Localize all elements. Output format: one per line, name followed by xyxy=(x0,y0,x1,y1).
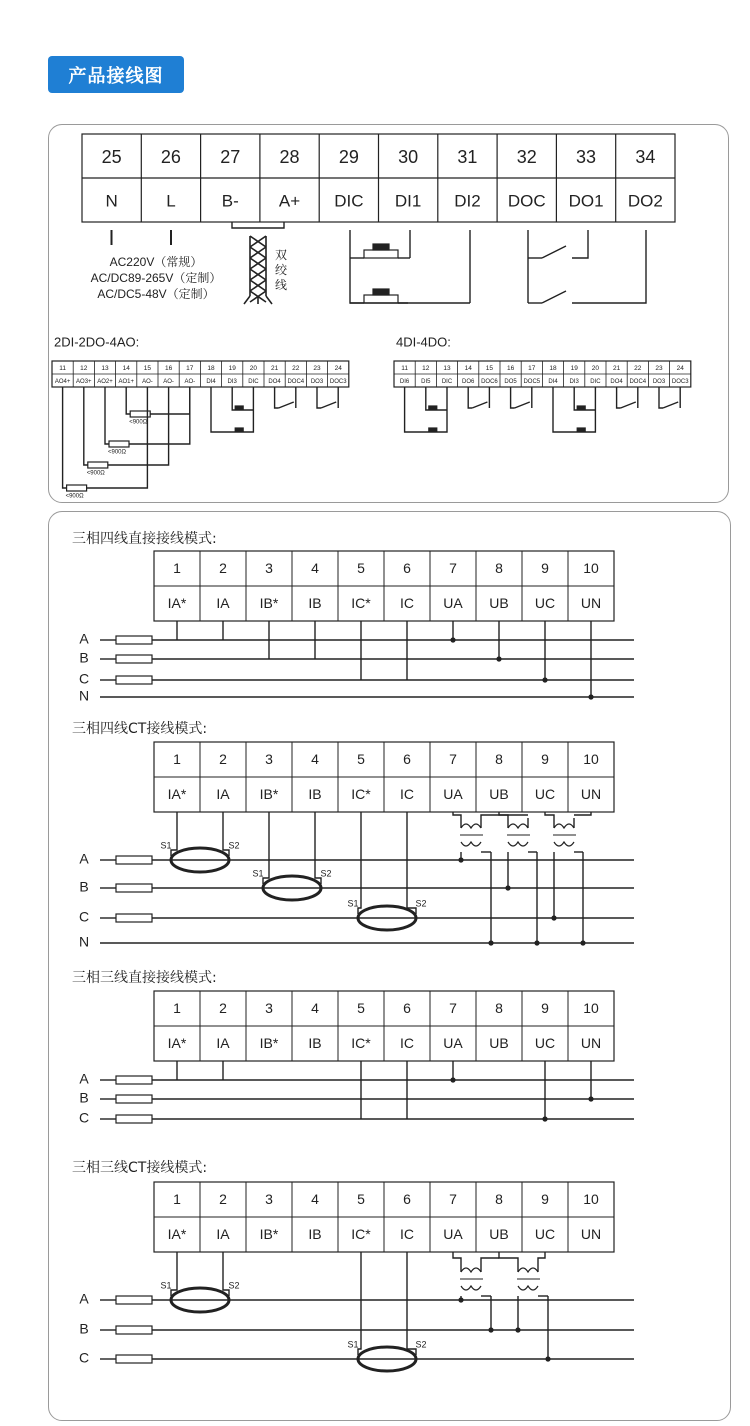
wiring-terminal-number: 6 xyxy=(403,560,411,577)
phase-fuse xyxy=(116,884,152,892)
m2-ib-star-wire xyxy=(263,812,269,884)
wiring-terminal-label: UN xyxy=(580,786,602,803)
phase-label-m2-a: A xyxy=(79,850,89,867)
strip-number: 14 xyxy=(464,365,472,373)
mode-title-4w-direct: 三相四线直接接线模式: xyxy=(72,531,217,547)
strip-title-left: 2DI-2DO-4AO: xyxy=(54,334,140,350)
m1-un-dot xyxy=(588,694,593,699)
twisted-pair-end xyxy=(244,296,250,304)
phase-label-m2-n: N xyxy=(78,933,90,950)
phase-label-m4-a: A xyxy=(79,1290,89,1307)
ao-return-wire xyxy=(150,387,190,414)
m2-uc-wire xyxy=(545,812,554,818)
wiring-terminal-number: 6 xyxy=(403,1000,411,1017)
wiring-terminal-label: UA xyxy=(443,595,463,612)
ao-return-wire xyxy=(129,387,190,444)
wiring-terminal-number: 2 xyxy=(219,751,227,768)
phase-fuse xyxy=(116,1296,152,1304)
right-di-switch xyxy=(577,406,585,409)
wiring-terminal-number: 9 xyxy=(541,751,549,768)
phase-label-m4-b: B xyxy=(79,1320,89,1337)
terminal-number: 27 xyxy=(220,146,241,167)
di1-switch-button xyxy=(373,244,389,250)
strip-number: 14 xyxy=(122,365,130,373)
terminal-label: L xyxy=(166,191,176,211)
strip-label: DOC3 xyxy=(329,379,347,386)
terminal-label: B- xyxy=(221,191,239,211)
do2-wire xyxy=(572,230,646,303)
ao-resistor-label: <900Ω xyxy=(65,493,84,500)
m2-ia-star-wire xyxy=(171,812,177,856)
m2-vt-a-dot xyxy=(458,857,463,862)
m4-ia-star-wire xyxy=(171,1252,177,1296)
wiring-terminal-label: UB xyxy=(489,1226,509,1243)
wiring-terminal-number: 1 xyxy=(173,560,181,577)
wiring-terminal-label: IB xyxy=(308,1226,322,1243)
do1-contact xyxy=(542,246,566,258)
m4-uc-wire xyxy=(538,1252,545,1262)
ct-s2-label: S2 xyxy=(320,868,332,879)
wiring-terminal-label: IA* xyxy=(167,1035,187,1052)
left-di-switch xyxy=(235,428,243,431)
m4-ub-wire xyxy=(499,1252,518,1262)
m4-dot xyxy=(515,1327,520,1332)
strip-number: 15 xyxy=(485,365,494,373)
terminal-label: DIC xyxy=(334,191,364,211)
m3-un-dot xyxy=(588,1096,593,1101)
right-do-wire xyxy=(468,387,472,408)
strip-number: 13 xyxy=(443,365,451,373)
strip-label: DO5 xyxy=(504,379,517,386)
wiring-terminal-label: IB* xyxy=(259,786,279,803)
m1-uc-dot xyxy=(542,677,547,682)
di1-switch-body xyxy=(364,250,398,258)
vt-coil-m2-c xyxy=(554,842,574,846)
right-do-contact xyxy=(663,402,678,408)
strip-label: AO- xyxy=(184,379,196,386)
strip-number: 11 xyxy=(401,365,408,373)
right-do-contact xyxy=(515,402,530,408)
m3-uc-dot xyxy=(542,1116,547,1121)
m4-ia-wire xyxy=(223,1252,229,1296)
phase-fuse xyxy=(116,636,152,644)
strip-label: AO- xyxy=(163,379,174,386)
wiring-terminal-number: 2 xyxy=(219,1000,227,1017)
m2-vt-neutral xyxy=(481,815,528,818)
wiring-terminal-label: UN xyxy=(580,595,602,612)
strip-label: DI5 xyxy=(421,379,431,386)
strip-number: 20 xyxy=(591,365,600,373)
mode-title-4w-ct: 三相四线CT接线模式: xyxy=(72,721,208,737)
wiring-terminal-label: IA* xyxy=(167,786,187,803)
strip-title-right: 4DI-4DO: xyxy=(396,334,451,350)
strip-number: 18 xyxy=(207,365,215,373)
phase-label-m2-c: C xyxy=(78,908,90,925)
terminal-number: 31 xyxy=(457,146,478,167)
phase-label-m1-n: N xyxy=(78,687,90,704)
wiring-terminal-label: UC xyxy=(534,786,556,803)
strip-label: DOC4 xyxy=(629,379,647,386)
strip-label: DI4 xyxy=(206,379,216,386)
wiring-terminal-label: IA xyxy=(216,1226,230,1243)
twisted-pair-end xyxy=(266,296,272,304)
phase-label-m3-c: C xyxy=(78,1109,90,1126)
ao-wire xyxy=(105,387,109,444)
phase-fuse xyxy=(116,676,152,684)
strip-number: 23 xyxy=(313,365,321,373)
ct-s2-label: S2 xyxy=(415,1339,427,1350)
phase-label-m1-b: B xyxy=(79,649,89,666)
wiring-terminal-label: UB xyxy=(489,1035,509,1052)
terminal-label: DI2 xyxy=(454,191,481,211)
phase-fuse xyxy=(116,1326,152,1334)
strip-label: DIC xyxy=(441,379,453,386)
wiring-terminal-number: 1 xyxy=(173,1000,181,1017)
do1-wire xyxy=(572,230,588,258)
wiring-terminal-number: 6 xyxy=(403,1191,411,1208)
m4-vt-a-dot xyxy=(458,1297,463,1302)
twisted-pair-top-bracket xyxy=(232,222,284,228)
terminal-number: 32 xyxy=(516,146,537,167)
right-do-wire xyxy=(617,387,621,408)
wiring-terminal-label: IA* xyxy=(167,1226,187,1243)
wiring-terminal-label: UN xyxy=(580,1226,602,1243)
strip-number: 11 xyxy=(59,365,66,373)
m1-ub-dot xyxy=(496,656,501,661)
wiring-terminal-number: 4 xyxy=(311,1000,319,1017)
wiring-terminal-number: 3 xyxy=(265,1000,273,1017)
terminal-label: DOC xyxy=(507,191,546,211)
ct-s2-label: S2 xyxy=(228,840,240,851)
wiring-terminal-number: 8 xyxy=(495,1000,503,1017)
wiring-terminal-label: IC xyxy=(400,786,414,803)
wiring-terminal-label: UA xyxy=(443,1035,463,1052)
phase-fuse xyxy=(116,1115,152,1123)
ct-s1-label: S1 xyxy=(160,1280,172,1291)
strip-number: 24 xyxy=(334,365,342,373)
strip-label: AO4+ xyxy=(54,379,71,386)
right-di-switch xyxy=(429,428,437,431)
twisted-pair-label: 绞 xyxy=(274,263,288,278)
vt-coil-m2-b xyxy=(508,842,528,846)
vt-coil-m4-c xyxy=(518,1268,538,1272)
wiring-terminal-number: 8 xyxy=(495,1191,503,1208)
phase-fuse xyxy=(116,914,152,922)
strip-label: DIC xyxy=(248,379,259,386)
wiring-terminal-number: 4 xyxy=(311,560,319,577)
strip-number: 17 xyxy=(186,365,194,373)
ao-resistor xyxy=(67,485,87,491)
wiring-terminal-number: 5 xyxy=(357,1000,365,1017)
strip-label: DIC xyxy=(590,379,601,386)
strip-number: 16 xyxy=(164,365,173,373)
phase-label-m3-a: A xyxy=(79,1070,89,1087)
twisted-pair-label: 双 xyxy=(274,248,288,263)
m2-ia-wire xyxy=(223,812,229,856)
strip-number: 16 xyxy=(506,365,515,373)
strip-label: DI6 xyxy=(399,379,410,386)
terminal-number: 30 xyxy=(398,146,419,167)
ct-s1-label: S1 xyxy=(347,898,359,909)
m2-ua-wire xyxy=(453,812,461,818)
wiring-terminal-number: 10 xyxy=(583,1191,599,1208)
wiring-terminal-label: IC xyxy=(400,1226,414,1243)
wiring-terminal-number: 10 xyxy=(583,1000,599,1017)
wiring-terminal-number: 4 xyxy=(311,1191,319,1208)
strip-number: 22 xyxy=(634,365,642,373)
m2-dot xyxy=(534,940,539,945)
left-do4-wire xyxy=(275,387,279,408)
wiring-terminal-label: IB xyxy=(308,786,322,803)
wiring-terminal-number: 3 xyxy=(265,751,273,768)
phase-fuse xyxy=(116,856,152,864)
terminal-label: DO2 xyxy=(627,191,663,211)
phase-label-m3-b: B xyxy=(79,1089,89,1106)
wiring-terminal-number: 7 xyxy=(449,560,457,577)
strip-number: 13 xyxy=(101,365,109,373)
wiring-terminal-number: 5 xyxy=(357,560,365,577)
wiring-terminal-number: 9 xyxy=(541,1000,549,1017)
phase-label-m4-c: C xyxy=(78,1349,90,1366)
ct-s2-label: S2 xyxy=(415,898,427,909)
wiring-terminal-number: 10 xyxy=(583,560,599,577)
phase-fuse xyxy=(116,1095,152,1103)
strip-number: 24 xyxy=(676,365,684,373)
vt-coil-m2-b xyxy=(508,824,528,828)
strip-label: AO1+ xyxy=(118,379,134,386)
ao-resistor-label: <900Ω xyxy=(86,470,105,477)
ao-resistor xyxy=(109,441,129,447)
vt-coil-m4-c xyxy=(518,1286,538,1290)
strip-number: 18 xyxy=(549,365,557,373)
phase-fuse xyxy=(116,655,152,663)
wiring-terminal-number: 3 xyxy=(265,560,273,577)
strip-label: DI4 xyxy=(548,379,558,386)
ao-resistor-label: <900Ω xyxy=(108,449,126,456)
ao-resistor-label: <900Ω xyxy=(129,419,148,426)
do2-contact xyxy=(542,291,566,303)
m2-dot xyxy=(488,940,493,945)
wiring-terminal-label: IB xyxy=(308,1035,322,1052)
terminal-label: DI1 xyxy=(394,191,422,211)
strip-label: DOC3 xyxy=(671,379,689,386)
wiring-terminal-number: 7 xyxy=(449,1191,457,1208)
strip-number: 19 xyxy=(228,365,236,373)
strip-label: DO3 xyxy=(310,379,324,386)
right-di-switch xyxy=(577,428,585,431)
wiring-terminal-number: 7 xyxy=(449,1000,457,1017)
ao-wire xyxy=(63,387,67,488)
strip-number: 12 xyxy=(422,365,430,373)
ct-s1-label: S1 xyxy=(347,1339,359,1350)
di2-switch-body xyxy=(364,295,398,303)
section-title-badge: 产品接线图 xyxy=(48,56,184,93)
left-do3-contact xyxy=(321,402,336,408)
wiring-terminal-label: IA xyxy=(216,595,230,612)
strip-label: DO4 xyxy=(610,379,623,386)
left-do4-contact xyxy=(279,402,294,408)
wiring-terminal-number: 9 xyxy=(541,560,549,577)
m2-vt-b-dot xyxy=(505,885,510,890)
phase-fuse xyxy=(116,1355,152,1363)
right-do-wire xyxy=(659,387,663,408)
wiring-terminal-label: UA xyxy=(443,1226,463,1243)
wiring-terminal-label: IC* xyxy=(351,1035,371,1052)
terminal-label: N xyxy=(105,191,118,211)
wiring-terminal-label: IB* xyxy=(259,1226,279,1243)
vt-coil-m4-a xyxy=(461,1286,481,1290)
wiring-terminal-label: IA xyxy=(216,786,230,803)
phase-label-m2-b: B xyxy=(79,878,89,895)
wiring-terminal-label: IA xyxy=(216,1035,230,1052)
ct-s2-label: S2 xyxy=(228,1280,240,1291)
wiring-terminal-number: 10 xyxy=(583,751,599,768)
m4-vt-link xyxy=(481,1258,499,1262)
vt-coil-m2-c xyxy=(554,824,574,828)
wiring-terminal-label: IC* xyxy=(351,1226,371,1243)
left-do3-wire xyxy=(317,387,321,408)
terminal-number: 29 xyxy=(338,146,359,167)
wiring-terminal-label: IA* xyxy=(167,595,187,612)
wiring-terminal-label: UC xyxy=(534,1226,556,1243)
phase-fuse xyxy=(116,1076,152,1084)
wiring-terminal-label: IB xyxy=(308,595,322,612)
di2-switch-button xyxy=(373,289,389,295)
power-supply-note: AC/DC89-265V（定制） xyxy=(90,271,222,286)
right-do-contact xyxy=(621,402,636,408)
wiring-terminal-number: 8 xyxy=(495,560,503,577)
wiring-terminal-number: 5 xyxy=(357,751,365,768)
wiring-terminal-number: 7 xyxy=(449,751,457,768)
wiring-terminal-number: 2 xyxy=(219,560,227,577)
strip-number: 21 xyxy=(270,365,279,373)
terminal-number: 28 xyxy=(279,146,300,167)
power-supply-note: AC/DC5-48V（定制） xyxy=(97,287,215,302)
wiring-terminal-label: UC xyxy=(534,1035,556,1052)
strip-label: DOC5 xyxy=(523,379,541,386)
terminal-number: 33 xyxy=(576,146,597,167)
wiring-terminal-number: 4 xyxy=(311,751,319,768)
terminal-number: 26 xyxy=(160,146,181,167)
terminal-label: DO1 xyxy=(568,191,604,211)
wiring-terminal-label: UA xyxy=(443,786,463,803)
wiring-terminal-label: UN xyxy=(580,1035,602,1052)
right-di-switch xyxy=(429,406,437,409)
strip-number: 22 xyxy=(292,365,300,373)
mode-title-3w-direct: 三相三线直接接线模式: xyxy=(72,970,217,986)
wiring-terminal-label: IC* xyxy=(351,595,371,612)
strip-number: 23 xyxy=(655,365,663,373)
right-do-wire xyxy=(511,387,515,408)
twisted-pair-label: 线 xyxy=(274,278,288,293)
wiring-terminal-label: IC* xyxy=(351,786,371,803)
wiring-terminal-label: IB* xyxy=(259,595,279,612)
m1-ua-dot xyxy=(450,637,455,642)
wiring-terminal-number: 8 xyxy=(495,751,503,768)
mode-title-3w-ct: 三相三线CT接线模式: xyxy=(72,1160,208,1176)
m4-dot xyxy=(488,1327,493,1332)
strip-label: AO3+ xyxy=(76,379,92,386)
ct-s1-label: S1 xyxy=(252,868,264,879)
strip-label: DI3 xyxy=(227,379,237,386)
strip-label: AO2+ xyxy=(97,379,113,386)
strip-label: DOC4 xyxy=(287,379,305,386)
power-supply-note: AC220V（常规） xyxy=(109,255,203,270)
ao-resistor xyxy=(88,462,108,468)
wiring-terminal-number: 9 xyxy=(541,1191,549,1208)
wiring-terminal-label: UB xyxy=(489,786,509,803)
strip-number: 15 xyxy=(143,365,152,373)
wiring-terminal-label: IC xyxy=(400,595,414,612)
right-do-contact xyxy=(472,402,487,408)
strip-number: 19 xyxy=(570,365,578,373)
m3-ua-dot xyxy=(450,1077,455,1082)
m4-ua-wire xyxy=(453,1252,461,1262)
ao-wire xyxy=(84,387,88,465)
ct-s1-label: S1 xyxy=(160,840,172,851)
phase-label-m1-a: A xyxy=(79,630,89,647)
wiring-terminal-label: UB xyxy=(489,595,509,612)
wiring-terminal-label: UC xyxy=(534,595,556,612)
vt-coil-m2-a xyxy=(461,842,481,846)
wiring-terminal-number: 6 xyxy=(403,751,411,768)
wiring-terminal-label: IC xyxy=(400,1035,414,1052)
strip-label: AO- xyxy=(142,379,153,386)
phase-label-m1-c: C xyxy=(78,670,90,687)
strip-label: DO3 xyxy=(652,379,666,386)
strip-number: 12 xyxy=(80,365,88,373)
wiring-terminal-number: 1 xyxy=(173,751,181,768)
strip-number: 20 xyxy=(249,365,258,373)
wiring-terminal-number: 2 xyxy=(219,1191,227,1208)
ao-wire xyxy=(126,387,130,414)
terminal-label: A+ xyxy=(278,191,301,211)
m2-vt-c-dot xyxy=(551,915,556,920)
terminal-number: 34 xyxy=(635,146,656,167)
vt-coil-m2-a xyxy=(461,824,481,828)
m2-dot xyxy=(580,940,585,945)
wiring-terminal-number: 1 xyxy=(173,1191,181,1208)
m4-dot xyxy=(545,1356,550,1361)
wiring-terminal-number: 5 xyxy=(357,1191,365,1208)
wiring-terminal-label: IB* xyxy=(259,1035,279,1052)
strip-label: DI3 xyxy=(569,379,579,386)
terminal-number: 25 xyxy=(101,146,122,167)
strip-label: DOC6 xyxy=(481,379,498,386)
strip-label: DO6 xyxy=(462,379,475,386)
strip-label: DO4 xyxy=(268,379,281,386)
wiring-terminal-number: 3 xyxy=(265,1191,273,1208)
left-di-switch xyxy=(235,406,243,409)
vt-coil-m4-a xyxy=(461,1268,481,1272)
strip-number: 21 xyxy=(612,365,621,373)
strip-number: 17 xyxy=(528,365,536,373)
